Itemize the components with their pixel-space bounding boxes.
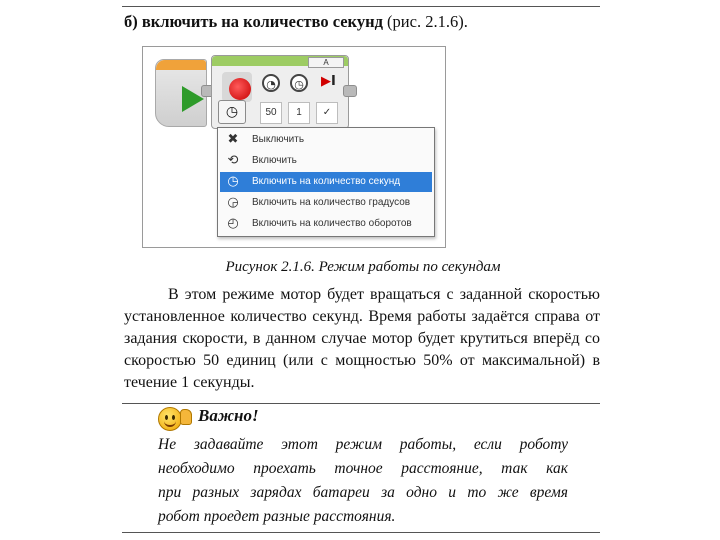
mode-dropdown-menu bbox=[217, 127, 435, 237]
timer-icon: ◷ bbox=[290, 74, 308, 92]
mode-selector-button[interactable]: ◷ bbox=[218, 100, 246, 124]
paragraph-text: В этом режиме мотор будет вращаться с заданной скоростью установленное количество секунд. Время работы задаётся справа от задания скорости, в данном случае мотор будет крутиться вперёд со скоростью 50 единиц (или с мощностью 50% от максимальной) в течение 1 секунды. bbox=[124, 286, 600, 391]
degrees-icon: ◶ bbox=[227, 195, 239, 210]
motor-hub-icon bbox=[229, 78, 251, 100]
close-icon: ✖ bbox=[227, 132, 239, 147]
thumbs-up-icon bbox=[180, 409, 192, 425]
seconds-input[interactable]: 1 bbox=[288, 102, 310, 124]
smiley-mouth bbox=[164, 420, 176, 427]
important-text bbox=[158, 433, 598, 529]
important-note bbox=[158, 405, 602, 533]
menu-item-on-for-seconds[interactable]: ◷ Включить на количество секунд bbox=[220, 172, 432, 192]
heading-reference: (рис. 2.1.6). bbox=[382, 12, 468, 31]
menu-item-on[interactable]: ⟲ Включить bbox=[220, 151, 432, 171]
seconds-icon: ◷ bbox=[227, 174, 239, 189]
important-line: робот проедет разные расстояния. bbox=[158, 508, 396, 525]
figure-screenshot bbox=[142, 46, 446, 248]
menu-item-off[interactable]: ✖ Выключить bbox=[220, 130, 432, 150]
smiley-icon bbox=[158, 407, 182, 431]
rotations-icon: ◴ bbox=[227, 216, 239, 231]
important-title: Важно! bbox=[198, 406, 259, 425]
important-line: необходимо проехать точное расстояние, так как bbox=[158, 460, 568, 477]
large-motor-block[interactable] bbox=[211, 55, 349, 129]
separator-rule bbox=[122, 403, 600, 404]
top-rule bbox=[122, 6, 600, 7]
important-line: при разных зарядах батареи за одно и то же время bbox=[158, 484, 568, 501]
heading-bold: б) включить на количество секунд bbox=[124, 12, 383, 31]
start-block[interactable] bbox=[155, 59, 207, 127]
power-input[interactable]: 50 bbox=[260, 102, 282, 124]
menu-item-on-for-degrees[interactable]: ◶ Включить на количество градусов bbox=[220, 193, 432, 213]
bottom-rule bbox=[122, 532, 600, 533]
connector-right bbox=[343, 85, 357, 97]
on-icon: ⟲ bbox=[227, 153, 239, 168]
port-selector[interactable]: A bbox=[308, 57, 344, 68]
body-paragraph bbox=[124, 284, 600, 394]
menu-item-on-for-rotations[interactable]: ◴ Включить на количество оборотов bbox=[220, 214, 432, 234]
figure-caption: Рисунок 2.1.6. Режим работы по секундам bbox=[225, 259, 501, 275]
brake-at-end-icon: ▶I bbox=[321, 74, 336, 89]
brake-checkbox[interactable]: ✓ bbox=[316, 102, 338, 124]
section-heading bbox=[124, 12, 604, 32]
speed-icon: ◔ bbox=[262, 74, 280, 92]
important-line: Не задавайте этот режим работы, если роботу bbox=[158, 436, 568, 453]
